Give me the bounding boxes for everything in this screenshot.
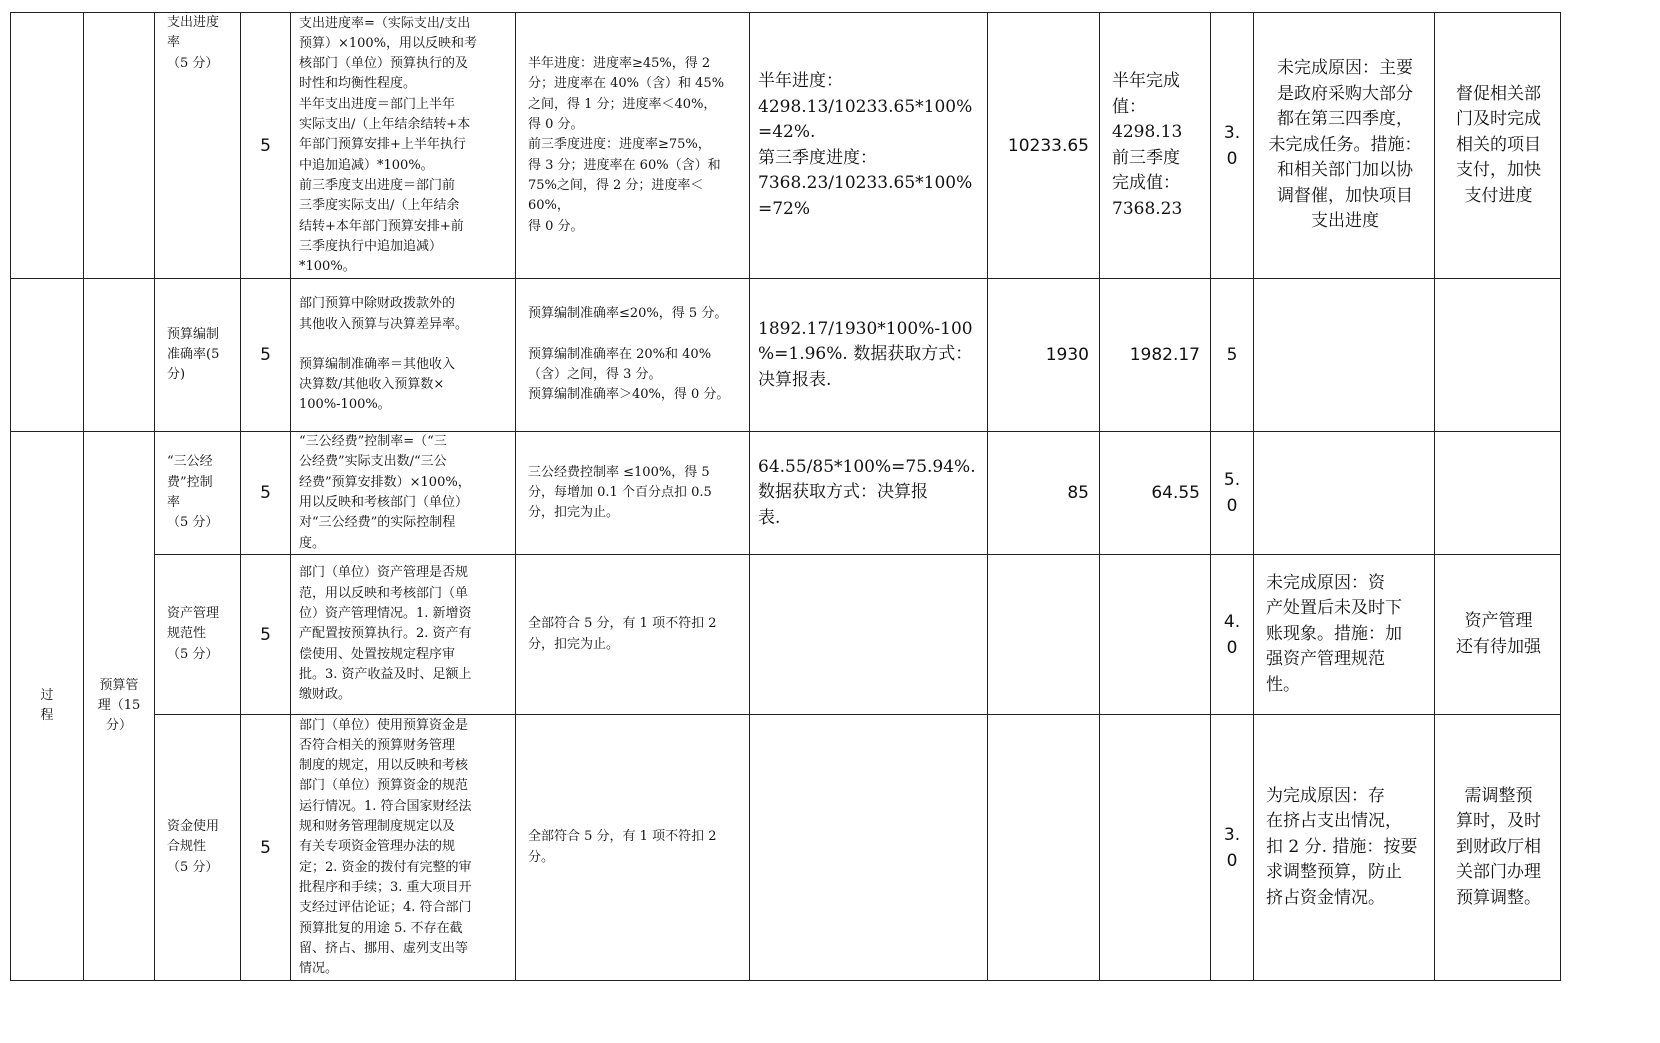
definition-cell: 部门预算中除财政拨款外的 其他收入预算与决算差异率。 预算编制准确率＝其他收入 决算数/其他收入预算数× 100%-100%。 (291, 279, 516, 432)
calculation-cell: 1892.17/1930*100%-100 %=1.96%. 数据获取方式： 决算报表. (750, 279, 988, 432)
definition-cell: “三公经费”控制率=（“三 公经费”实际支出数/“三公 经费”预算安排数）×100%， 用以反映和考核部门（单位） 对“三公经费”的实际控制程 度。 (291, 432, 516, 555)
table-row (11, 715, 1561, 981)
performance-evaluation-table (10, 12, 1561, 981)
table-row (11, 432, 1561, 555)
score-cell: 3. 0 (1211, 13, 1254, 279)
definition-cell: 部门（单位）使用预算资金是 否符合相关的预算财务管理 制度的规定，用以反映和考核 部门（单位）预算资金的规范 运行情况。1. 符合国家财经法 规和财务管理制度规定以及 有关专项资金管理办法的规 定；2. 资金的拨付有完整的审 批程序和手续；3. 重大项目开 支经过评估论证；4. 符合部门 预算批复的用途 5. 不存在截 留、挤占、挪用、虚列支出等 情况。 (291, 715, 516, 981)
metric-cell: 支出进度 率 （5 分） (155, 13, 241, 279)
suggestion-cell: 督促相关部 门及时完成 相关的项目 支付，加快 支付进度 (1435, 13, 1561, 279)
criteria-cell: 三公经费控制率 ≤100%，得 5 分，每增加 0.1 个百分点扣 0.5 分，扣完为止。 (516, 432, 750, 555)
table-row (11, 555, 1561, 715)
level2-cell-top (84, 279, 155, 432)
level2-cell-top (84, 13, 155, 279)
reason-cell: 未完成原因：资 产处置后未及时下 账现象。措施：加 强资产管理规范 性。 (1254, 555, 1435, 715)
score-cell: 4. 0 (1211, 555, 1254, 715)
reason-cell (1254, 432, 1435, 555)
target-value-cell: 1930 (988, 279, 1100, 432)
calculation-cell (750, 715, 988, 981)
weight-cell: 5 (241, 715, 291, 981)
actual-value-cell (1100, 555, 1211, 715)
criteria-cell: 预算编制准确率≤20%，得 5 分。 预算编制准确率在 20%和 40% （含）之间，得 3 分。 预算编制准确率＞40%，得 0 分。 (516, 279, 750, 432)
reason-cell: 未完成原因：主要 是政府采购大部分 都在第三四季度， 未完成任务。措施： 和相关部门加以协 调督催，加快项目 支出进度 (1254, 13, 1435, 279)
calculation-cell: 64.55/85*100%=75.94%. 数据获取方式：决算报 表. (750, 432, 988, 555)
reason-cell (1254, 279, 1435, 432)
target-value-cell (988, 555, 1100, 715)
criteria-cell: 全部符合 5 分，有 1 项不符扣 2 分。 (516, 715, 750, 981)
actual-value-cell: 1982.17 (1100, 279, 1211, 432)
definition-cell: 支出进度率=（实际支出/支出 预算）×100%，用以反映和考 核部门（单位）预算执行的及 时性和均衡性程度。 半年支出进度＝部门上半年 实际支出/（上年结余结转+本 年部门预算安排+上半年执行 中追加追减）*100%。 前三季度支出进度＝部门前 三季度实际支出/（上年结余 结转+本年部门预算安排+前 三季度执行中追加追减） *100%。 (291, 13, 516, 279)
level1-indicator-cell: 过 程 (11, 432, 84, 981)
target-value-cell: 85 (988, 432, 1100, 555)
suggestion-cell: 资产管理 还有待加强 (1435, 555, 1561, 715)
level1-cell-top (11, 279, 84, 432)
metric-cell: “三公经 费”控制 率 （5 分） (155, 432, 241, 555)
criteria-cell: 半年进度：进度率≥45%，得 2 分；进度率在 40%（含）和 45% 之间，得 1 分；进度率＜40%， 得 0 分。 前三季度进度：进度率≥75%， 得 3 分；进度率在 60%（含）和 75%之间，得 2 分；进度率＜60%， 得 0 分。 (516, 13, 750, 279)
target-value-cell (988, 715, 1100, 981)
metric-cell: 预算编制 准确率(5 分) (155, 279, 241, 432)
actual-value-cell (1100, 715, 1211, 981)
reason-cell: 为完成原因：存 在挤占支出情况， 扣 2 分. 措施：按要 求调整预算，防止 挤占资金情况。 (1254, 715, 1435, 981)
suggestion-cell (1435, 432, 1561, 555)
metric-cell: 资产管理 规范性 （5 分） (155, 555, 241, 715)
target-value-cell: 10233.65 (988, 13, 1100, 279)
score-cell: 3. 0 (1211, 715, 1254, 981)
suggestion-cell: 需调整预 算时，及时 到财政厅相 关部门办理 预算调整。 (1435, 715, 1561, 981)
weight-cell: 5 (241, 555, 291, 715)
level2-indicator-cell: 预算管 理（15 分） (84, 432, 155, 981)
weight-cell: 5 (241, 279, 291, 432)
level1-cell-top (11, 13, 84, 279)
actual-value-cell: 64.55 (1100, 432, 1211, 555)
calculation-cell: 半年进度： 4298.13/10233.65*100% =42%. 第三季度进度： 7368.23/10233.65*100% =72% (750, 13, 988, 279)
table-row (11, 279, 1561, 432)
criteria-cell: 全部符合 5 分，有 1 项不符扣 2 分，扣完为止。 (516, 555, 750, 715)
calculation-cell (750, 555, 988, 715)
score-cell: 5 (1211, 279, 1254, 432)
weight-cell: 5 (241, 13, 291, 279)
score-cell: 5. 0 (1211, 432, 1254, 555)
suggestion-cell (1435, 279, 1561, 432)
actual-value-cell: 半年完成 值： 4298.13 前三季度 完成值： 7368.23 (1100, 13, 1211, 279)
weight-cell: 5 (241, 432, 291, 555)
table-row (11, 13, 1561, 279)
metric-cell: 资金使用 合规性 （5 分） (155, 715, 241, 981)
definition-cell: 部门（单位）资产管理是否规 范，用以反映和考核部门（单 位）资产管理情况。1. 新增资 产配置按预算执行。2. 资产有 偿使用、处置按规定程序审 批。3. 资产收益及时、足额上 缴财政。 (291, 555, 516, 715)
